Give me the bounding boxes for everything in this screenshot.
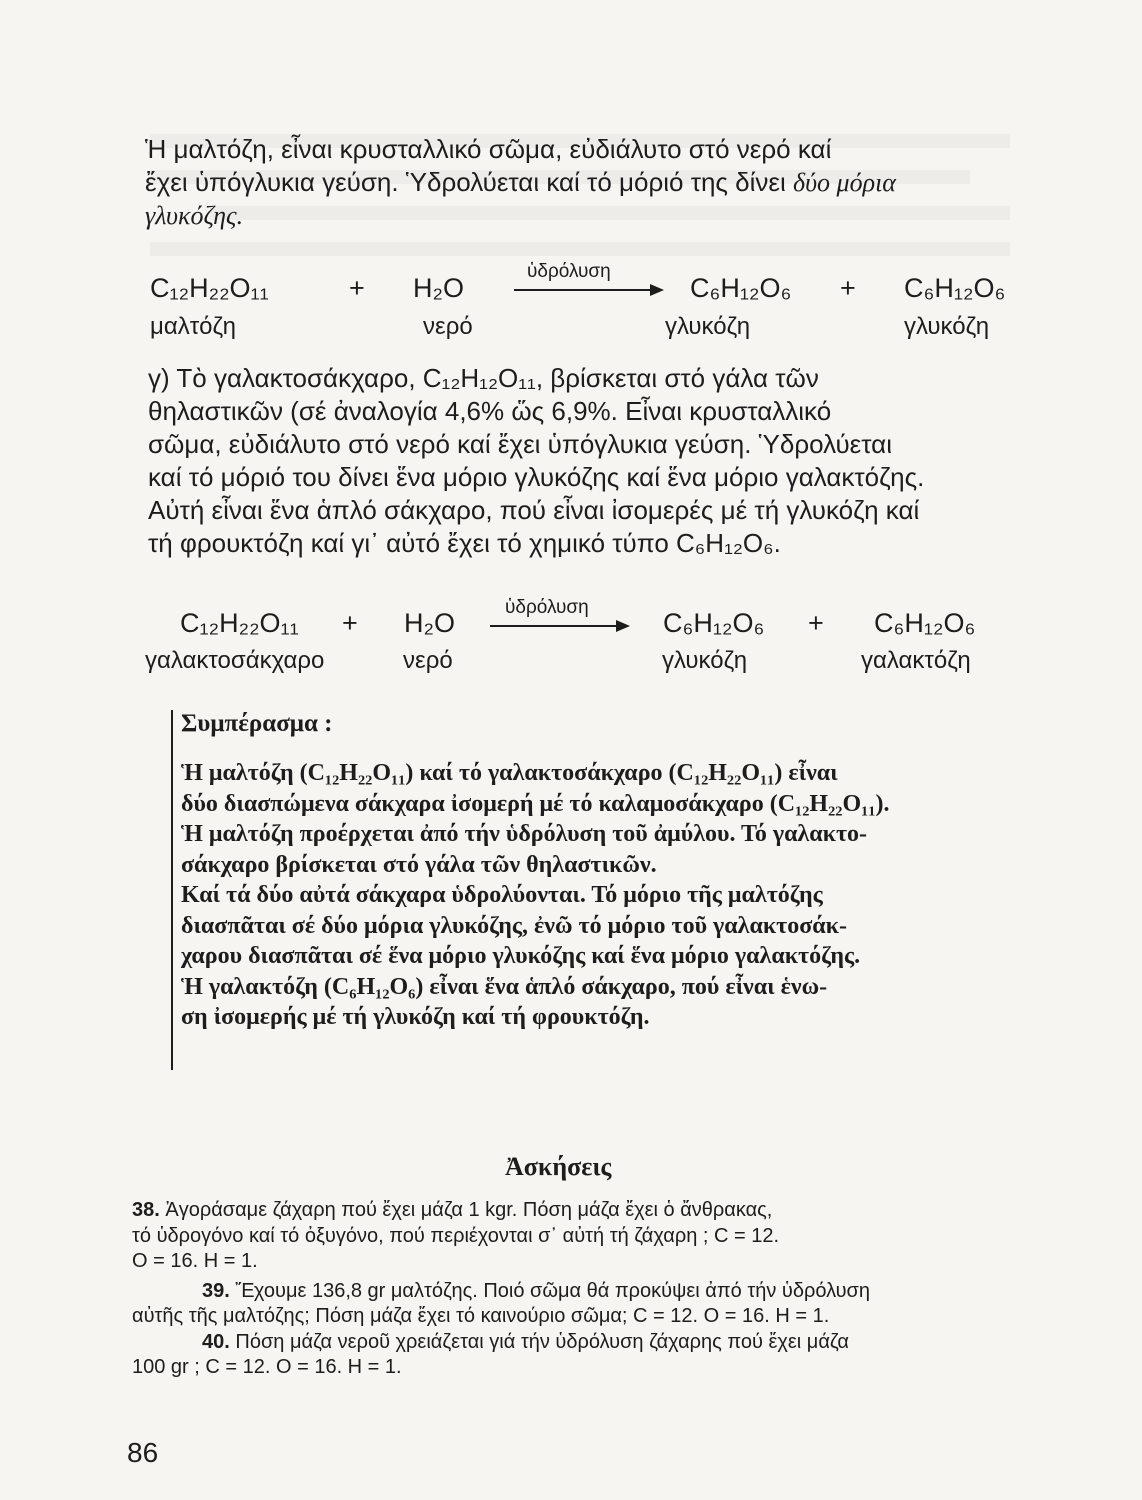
- exercise-38-number: 38.: [132, 1199, 160, 1221]
- exercise-39-text-1: Ἔχουμε 136,8 gr μαλτόζης. Ποιό σῶμα θά προκύψει ἀπό τήν ὑδρόλυση: [235, 1279, 871, 1302]
- eq2-arrow-head-icon: [616, 620, 630, 632]
- exercise-39: [132, 1279, 1012, 1330]
- exercise-40-line-2: 100 gr ; C = 12. O = 16. H = 1.: [132, 1356, 402, 1378]
- eq2-water: H₂O: [404, 608, 455, 638]
- exercise-40-text-1: Πόση μάζα νεροῦ χρειάζεται γιά τήν ὑδρόλυση ζάχαρης πού ἔχει μάζα: [235, 1330, 849, 1353]
- eq2-plus-1: +: [342, 608, 358, 638]
- eq1-label-water: νερό: [423, 313, 473, 340]
- conclusion-line-2: δύο διασπώμενα σάκχαρα ἰσομερή μέ τό καλαμοσάκχαρο (C₁₂H₂₂O₁₁).: [181, 790, 890, 817]
- eq1-arrow-head-icon: [650, 284, 664, 296]
- conclusion-box: [171, 710, 1023, 1070]
- eq2-label-galactose: γαλακτόζη: [861, 647, 971, 674]
- eq1-product-2: C₆H₁₂O₆: [904, 273, 1006, 303]
- lactose-line-3: σῶμα, εὐδιάλυτο στό νερό καί ἔχει ὑπόγλυκια γεύση. Ὑδρολύεται: [148, 429, 892, 459]
- eq1-reactant: C₁₂H₂₂O₁₁: [150, 273, 269, 303]
- lactose-line-6: τή φρουκτόζη καί γι᾽ αὐτό ἔχει τό χημικό τύπο C₆H₁₂O₆.: [148, 528, 781, 558]
- exercise-39-line-2: αὐτῆς τῆς μαλτόζης; Πόση μάζα ἔχει τό καινούριο σῶμα; C = 12. O = 16. H = 1.: [132, 1305, 830, 1327]
- eq2-product-2: C₆H₁₂O₆: [874, 608, 976, 638]
- exercise-38: [132, 1198, 1012, 1275]
- exercises-list: [132, 1198, 1012, 1381]
- eq1-label-glucose-2: γλυκόζη: [904, 313, 990, 340]
- exercise-39-line-1: [132, 1279, 1012, 1305]
- conclusion-title: Συμπέρασμα :: [181, 710, 333, 737]
- exercise-40: [132, 1330, 1012, 1381]
- eq1-water: H₂O: [413, 273, 464, 303]
- eq2-label-lactose: γαλακτοσάκχαρο: [145, 647, 325, 674]
- conclusion-line-9: ση ἰσομερής μέ τή γλυκόζη καί τή φρουκτόζη.: [181, 1004, 650, 1030]
- conclusion-line-4: σάκχαρο βρίσκεται στό γάλα τῶν θηλαστικῶν.: [181, 851, 657, 878]
- eq1-plus-2: +: [840, 273, 856, 303]
- eq1-plus-1: +: [349, 273, 365, 303]
- lactose-line-1: γ) Τὸ γαλακτοσάκχαρο, C₁₂H₁₂O₁₁, βρίσκεται στό γάλα τῶν: [148, 363, 819, 393]
- eq2-reactant: C₁₂H₂₂O₁₁: [180, 608, 299, 638]
- exercise-38-line-1: [132, 1198, 1012, 1224]
- eq1-label-glucose-1: γλυκόζη: [665, 313, 751, 340]
- conclusion-line-1: Ἡ μαλτόζη (C₁₂H₂₂O₁₁) καί τό γαλακτοσάκχαρο (C₁₂H₂₂O₁₁) εἶναι: [181, 760, 838, 786]
- intro-line-2: [145, 166, 1015, 199]
- exercise-38-text-1: Ἀγοράσαμε ζάχαρη πού ἔχει μάζα 1 kgr. Πόση μάζα ἔχει ὁ ἄνθρακας,: [165, 1199, 773, 1221]
- eq1-arrow-label: ὑδρόλυση: [527, 261, 611, 282]
- eq2-label-water: νερό: [403, 647, 453, 674]
- exercise-40-line-1: [132, 1330, 1012, 1356]
- exercise-38-line-3: O = 16. H = 1.: [132, 1250, 258, 1272]
- exercise-40-number: 40.: [202, 1330, 230, 1353]
- eq2-arrow-line: [490, 625, 618, 627]
- lactose-line-5: Αὐτή εἶναι ἕνα ἁπλό σάκχαρο, πού εἶναι ἰσομερές μέ τή γλυκόζη καί: [148, 495, 920, 525]
- eq2-plus-2: +: [808, 608, 824, 638]
- eq2-label-glucose: γλυκόζη: [662, 647, 748, 674]
- conclusion-line-3: Ἡ μαλτόζη προέρχεται ἀπό τήν ὑδρόλυση τοῦ ἀμύλου. Τό γαλακτο-: [181, 821, 868, 847]
- eq1-arrow-line: [514, 289, 652, 291]
- intro-line-2-text: ἔχει ὑπόγλυκια γεύση. Ὑδρολύεται καί τό μόριό της δίνει: [145, 167, 786, 197]
- intro-line-3: γλυκόζης.: [145, 201, 244, 230]
- lactose-line-4: καί τό μόριό του δίνει ἕνα μόριο γλυκόζης καί ἕνα μόριο γαλακτόζης.: [148, 462, 925, 492]
- exercise-39-number: 39.: [202, 1279, 230, 1302]
- intro-italic-phrase: δύο μόρια: [793, 168, 896, 197]
- conclusion-line-6: διασπᾶται σέ δύο μόρια γλυκόζης, ἐνῶ τό μόριο τοῦ γαλακτοσάκ-: [181, 912, 847, 939]
- intro-paragraph: [145, 133, 1015, 232]
- lactose-paragraph: [148, 362, 1016, 560]
- conclusion-line-8: Ἡ γαλακτόζη (C₆H₁₂O₆) εἶναι ἕνα ἁπλό σάκχαρο, πού εἶναι ἑνω-: [181, 973, 828, 1000]
- conclusion-line-7: χαρου διασπᾶται σέ ἕνα μόριο γλυκόζης καί ἕνα μόριο γαλακτόζης.: [181, 943, 861, 969]
- eq2-product-1: C₆H₁₂O₆: [663, 608, 765, 638]
- eq1-label-maltose: μαλτόζη: [150, 313, 237, 340]
- conclusion-line-5: Καί τά δύο αὐτά σάκχαρα ὑδρολύονται. Τό μόριο τῆς μαλτόζης: [181, 882, 823, 908]
- conclusion-text: [181, 758, 1013, 1033]
- eq1-product-1: C₆H₁₂O₆: [690, 273, 792, 303]
- intro-line-1: Ἡ μαλτόζη, εἶναι κρυσταλλικό σῶμα, εὐδιάλυτο στό νερό καί: [145, 134, 832, 164]
- exercises-title: Ἀσκήσεις: [505, 1152, 612, 1181]
- page-number: 86: [127, 1437, 159, 1468]
- eq2-arrow-label: ὑδρόλυση: [505, 597, 589, 618]
- lactose-line-2: θηλαστικῶν (σέ ἀναλογία 4,6% ὥς 6,9%. Εἶναι κρυσταλλικό: [148, 396, 832, 426]
- exercise-38-line-2: τό ὑδρογόνο καί τό ὀξυγόνο, πού περιέχονται σ᾽ αὐτή τή ζάχαρη ; C = 12.: [132, 1224, 780, 1247]
